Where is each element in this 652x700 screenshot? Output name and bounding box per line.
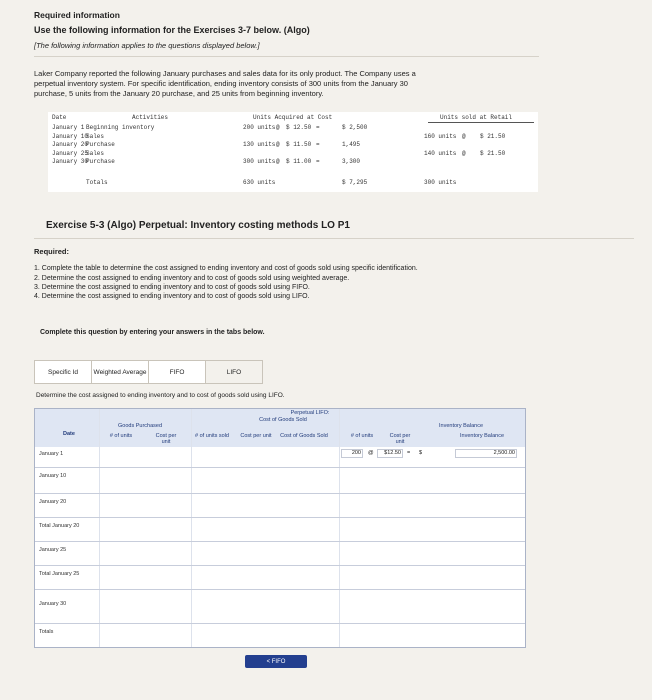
lifo-prompt: Determine the cost assigned to ending inventory and to cost of goods sold using LIFO. — [36, 392, 285, 399]
row-january-1: January 1 — [39, 451, 64, 457]
data-table-cell-acq-cost: $ 11.00 — [286, 158, 312, 165]
cogs-group-header: Cost of Goods Sold — [259, 417, 307, 423]
units-column-header: # of units — [109, 433, 133, 439]
required-label: Required: — [34, 247, 70, 256]
requirement-3: 3. Determine the cost assigned to ending inventory and to cost of goods sold using FIFO. — [34, 284, 310, 291]
tab-weighted-average[interactable]: Weighted Average — [92, 361, 149, 383]
equals-sign: = — [407, 450, 411, 456]
data-table-cell-acq-units: 200 units — [243, 124, 276, 131]
col-divider — [99, 409, 100, 647]
divider — [34, 238, 634, 239]
row-divider — [35, 493, 525, 494]
data-table-cell-acq-total: $ 7,295 — [342, 178, 368, 186]
table-header-units-acquired: Units Acquired at Cost — [253, 114, 333, 121]
row-divider — [35, 541, 525, 542]
data-table-cell-acq-eq: = — [316, 124, 320, 131]
data-table-cell-sold-at: @ — [462, 149, 466, 157]
jan1-balance-input[interactable]: 2,500.00 — [455, 449, 517, 458]
col-divider — [191, 409, 192, 647]
data-table-cell-acq-units: 300 units — [243, 158, 276, 165]
requirement-1: 1. Complete the table to determine the cost assigned to ending inventory and cost of goods sold using specific identification. — [34, 265, 418, 272]
data-table-cell-activity: Sales — [86, 149, 105, 157]
data-table-cell-sold-units: 300 units — [424, 178, 457, 186]
lifo-grid — [34, 408, 526, 648]
row-total-january-20: Total January 20 — [39, 523, 80, 529]
description-line-2: perpetual inventory system. For specific identification, ending inventory consists of 300 units from the January 30 — [34, 79, 408, 88]
col-divider — [339, 409, 340, 647]
description-line-1: Laker Company reported the following January purchases and sales data for its only product. The Company uses a — [34, 69, 416, 78]
tab-fifo[interactable]: FIFO — [149, 361, 206, 383]
data-table-cell-acq-cost: $ 11.50 — [286, 141, 312, 148]
jan1-units-input[interactable]: 200 — [341, 449, 363, 458]
description-line-3: purchase, 5 units from the January 20 purchase, and 25 units from beginning inventory. — [34, 89, 324, 98]
exercise-title: Exercise 5-3 (Algo) Perpetual: Inventory costing methods LO P1 — [46, 220, 350, 231]
table-header-units-sold: Units sold at Retail — [440, 114, 513, 121]
inv-units-header: # of units — [350, 433, 374, 439]
row-divider — [35, 565, 525, 566]
row-divider — [35, 517, 525, 518]
table-header-date: Date — [52, 114, 67, 121]
requirement-4: 4. Determine the cost assigned to ending inventory and to cost of goods sold using LIFO. — [34, 293, 310, 300]
data-table-cell-date: January 20 — [52, 141, 89, 148]
row-divider — [35, 467, 525, 468]
data-table-cell-acq-units: 630 units — [243, 178, 276, 186]
table-header-activities: Activities — [132, 114, 169, 121]
inv-balance-header: Inventory Balance — [459, 433, 505, 439]
cogs-total-header: Cost of Goods Sold — [280, 433, 328, 439]
data-table-cell-activity: Purchase — [86, 141, 115, 148]
row-totals: Totals — [39, 629, 54, 635]
applies-note: [The following information applies to the questions displayed below.] — [34, 41, 260, 50]
jan1-cost-input[interactable]: $12.50 — [377, 449, 403, 458]
inventory-balance-header: Inventory Balance — [438, 423, 484, 429]
row-january-30: January 30 — [39, 601, 67, 607]
data-table-cell-acq-units: 130 units — [243, 141, 276, 148]
data-table-cell-activity: Purchase — [86, 158, 115, 165]
at-sign: @ — [368, 450, 374, 456]
data-table-cell-acq-total: 3,300 — [342, 158, 361, 165]
divider — [34, 56, 539, 57]
data-table-cell-activity: Sales — [86, 132, 105, 140]
data-table-cell-acq-at: @ — [276, 124, 280, 131]
tab-bar — [34, 360, 263, 384]
data-table-cell-acq-cost: $ 12.50 — [286, 124, 312, 131]
data-table-cell-acq-total: 1,495 — [342, 141, 361, 148]
tab-specific-id[interactable]: Specific Id — [35, 361, 92, 383]
data-table-cell-activity: Totals — [86, 178, 108, 186]
instruction-text: Complete this question by entering your answers in the tabs below. — [40, 329, 265, 336]
date-column-header: Date — [63, 431, 75, 437]
units-sold-column-header: # of units sold — [195, 433, 229, 439]
data-table-cell-sold-units: 140 units — [424, 149, 457, 157]
row-divider — [35, 623, 525, 624]
cost-per-unit-column-header: Cost per unit — [155, 433, 177, 445]
data-table-cell-date: January 1 — [52, 124, 85, 131]
data-table-cell-date: January 10 — [52, 132, 89, 140]
cogs-cost-per-unit-header: Cost per unit — [240, 433, 272, 439]
data-table-cell-sold-price: $ 21.50 — [480, 149, 506, 157]
row-january-10: January 10 — [39, 473, 67, 479]
data-table-cell-activity: Beginning inventory — [86, 124, 155, 131]
row-total-january-25: Total January 25 — [39, 571, 80, 577]
dollar-sign: $ — [419, 450, 423, 456]
underline — [428, 122, 534, 123]
fifo-nav-button[interactable]: < FIFO — [245, 655, 307, 668]
row-january-20: January 20 — [39, 499, 67, 505]
goods-purchased-header: Goods Purchased — [117, 423, 163, 429]
row-january-25: January 25 — [39, 547, 67, 553]
data-table-cell-sold-at: @ — [462, 132, 466, 140]
row-divider — [35, 589, 525, 590]
data-table-cell-date: January 25 — [52, 149, 89, 157]
tab-lifo[interactable]: LIFO — [206, 361, 262, 383]
data-table-cell-sold-price: $ 21.50 — [480, 132, 506, 140]
data-table-cell-acq-eq: = — [316, 141, 320, 148]
perpetual-lifo-label: Perpetual LIFO: — [290, 410, 330, 416]
requirement-2: 2. Determine the cost assigned to ending inventory and to cost of goods sold using weighted average. — [34, 275, 350, 282]
data-table-cell-acq-eq: = — [316, 158, 320, 165]
use-following-heading: Use the following information for the Exercises 3-7 below. (Algo) — [34, 25, 310, 35]
required-information-heading: Required information — [34, 10, 120, 20]
data-table-cell-acq-total: $ 2,500 — [342, 124, 368, 131]
inv-cost-header: Cost per unit — [389, 433, 411, 445]
data-table-cell-acq-at: @ — [276, 141, 280, 148]
data-table-cell-acq-at: @ — [276, 158, 280, 165]
data-table-cell-sold-units: 160 units — [424, 132, 457, 140]
data-table-cell-date: January 30 — [52, 158, 89, 165]
